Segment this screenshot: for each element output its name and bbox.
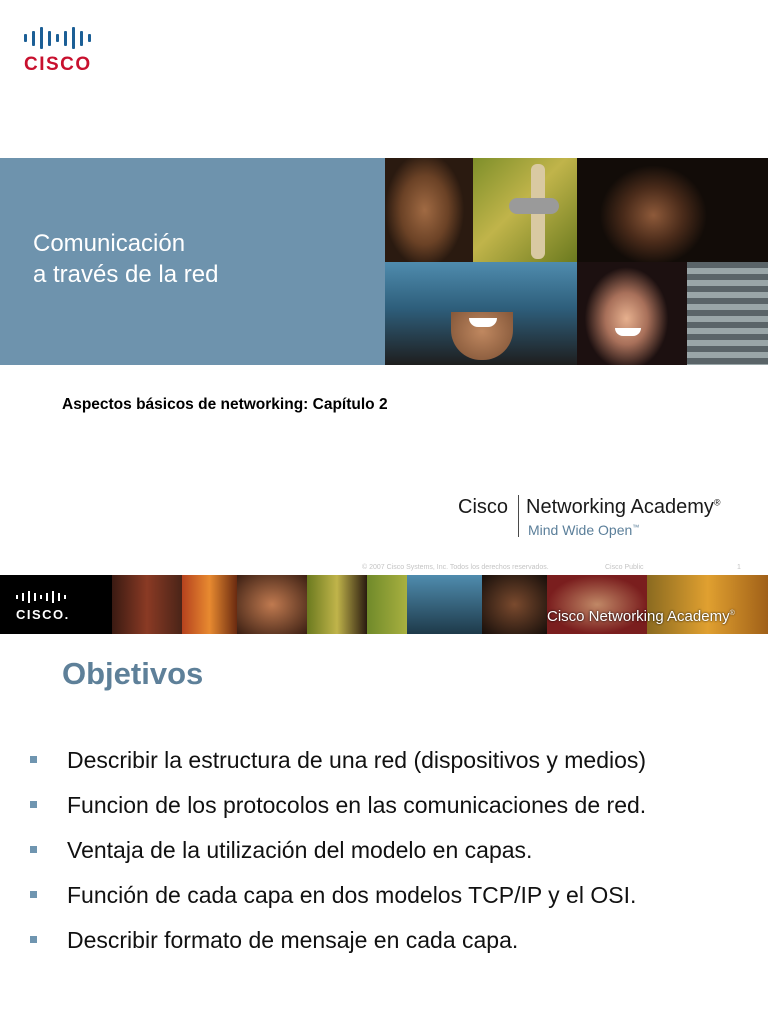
bullet-square-icon [30,801,37,808]
photo-hooded-person [385,262,577,365]
academy-divider [518,495,519,537]
strip-cisco-wordmark: CISCO. [16,607,70,622]
photo-collage [385,158,768,365]
footer-copyright: © 2007 Cisco Systems, Inc. Todos los derechos reservados. [362,564,549,571]
bullet-square-icon [30,891,37,898]
academy-tagline: Mind Wide Open™ [528,522,640,538]
slide-title [33,228,218,290]
strip-photo-1 [112,575,182,634]
bullet-square-icon [30,846,37,853]
bullet-square-icon [30,756,37,763]
strip-cisco-logo [0,575,112,634]
footer-page-number: 1 [737,564,741,571]
strip-cisco-bars-icon [16,590,66,604]
academy-cisco-word: Cisco [458,496,509,518]
networking-academy-logo [458,495,758,545]
header-photo-strip [0,575,768,634]
strip-photo-8 [547,575,647,634]
photo-young-man [577,158,768,262]
strip-photo-4 [307,575,367,634]
footer-classification: Cisco Public [605,564,644,571]
list-item: Función de cada capa en dos modelos TCP/IP y el OSI. [30,873,750,918]
section-heading: Objetivos [62,656,204,691]
cisco-logo-bars-icon [24,26,120,50]
list-item: Funcion de los protocolos en las comunicaciones de red. [30,783,750,828]
list-item: Ventaja de la utilización del modelo en capas. [30,828,750,873]
objectives-list [30,738,750,963]
bullet-square-icon [30,936,37,943]
strip-photo-5 [367,575,407,634]
photo-man-face [385,158,473,262]
photo-smiling-woman [577,262,687,365]
title-banner [0,158,385,365]
photo-railing [687,262,768,365]
photo-skateboard [473,158,577,262]
cisco-logo [24,26,120,76]
slide-subtitle: Aspectos básicos de networking: Capítulo 2 [62,396,388,413]
slide-title-line-1: Comunicación [33,230,186,257]
strip-photo-9 [647,575,768,634]
strip-academy-name: Cisco Networking Academy® [547,608,735,625]
cisco-logo-wordmark: CISCO [24,54,92,75]
strip-photo-7 [482,575,547,634]
strip-photo-3 [237,575,307,634]
list-item: Describir la estructura de una red (dispositivos y medios) [30,738,750,783]
academy-name: Networking Academy® [526,496,721,518]
strip-photo-2 [182,575,237,634]
slide-title-line-2: a través de la red [33,261,219,288]
strip-photo-6 [407,575,482,634]
list-item: Describir formato de mensaje en cada capa. [30,918,750,963]
